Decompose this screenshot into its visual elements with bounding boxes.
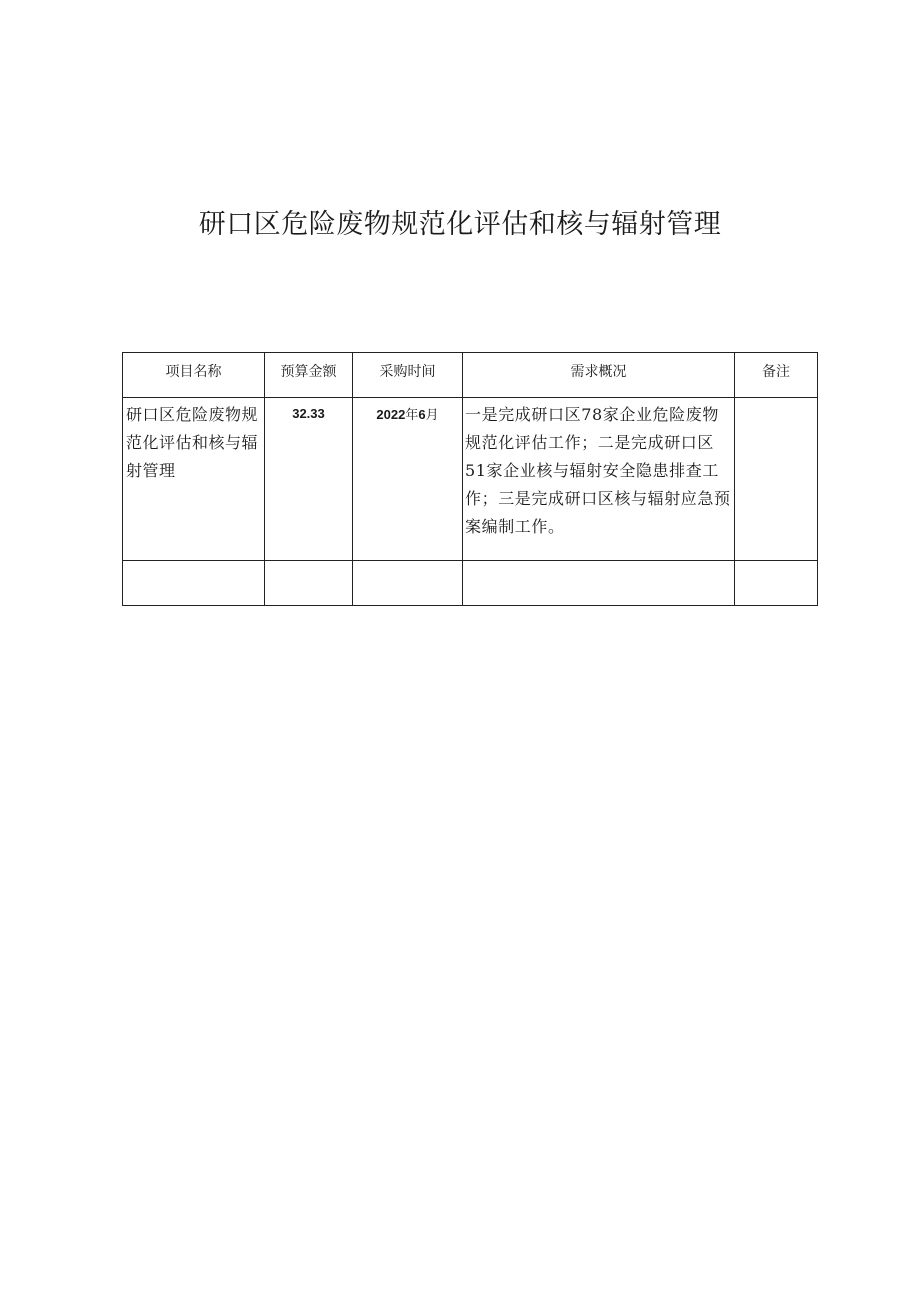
project-name-cell	[123, 561, 265, 606]
requirement-summary-cell	[463, 561, 735, 606]
header-project-name: 项目名称	[123, 353, 265, 398]
remarks-cell	[735, 398, 818, 561]
procurement-time-cell	[353, 398, 463, 561]
budget-amount-cell: 32.33	[265, 398, 353, 561]
table-row	[123, 561, 818, 606]
remarks-cell	[735, 561, 818, 606]
time-year-unit: 年	[405, 408, 419, 423]
time-month: 6	[418, 407, 426, 422]
budget-amount-cell	[265, 561, 353, 606]
procurement-time-cell	[353, 561, 463, 606]
header-budget-amount: 预算金额	[265, 353, 353, 398]
time-year: 2022	[376, 407, 406, 422]
header-procurement-time: 采购时间	[353, 353, 463, 398]
table-row	[123, 398, 818, 561]
header-requirement-summary: 需求概况	[463, 353, 735, 398]
requirement-summary-cell: 一是完成研口区78家企业危险废物规范化评估工作；二是完成研口区51家企业核与辐射安全隐患排查工作；三是完成研口区核与辐射应急预案编制工作。	[463, 398, 735, 561]
procurement-table	[122, 352, 818, 606]
time-month-unit: 月	[425, 408, 439, 423]
document-title: 研口区危险废物规范化评估和核与辐射管理	[198, 209, 722, 240]
project-name-cell: 研口区危险废物规范化评估和核与辐射管理	[123, 398, 265, 561]
table-header-row	[123, 353, 818, 398]
header-remarks: 备注	[735, 353, 818, 398]
